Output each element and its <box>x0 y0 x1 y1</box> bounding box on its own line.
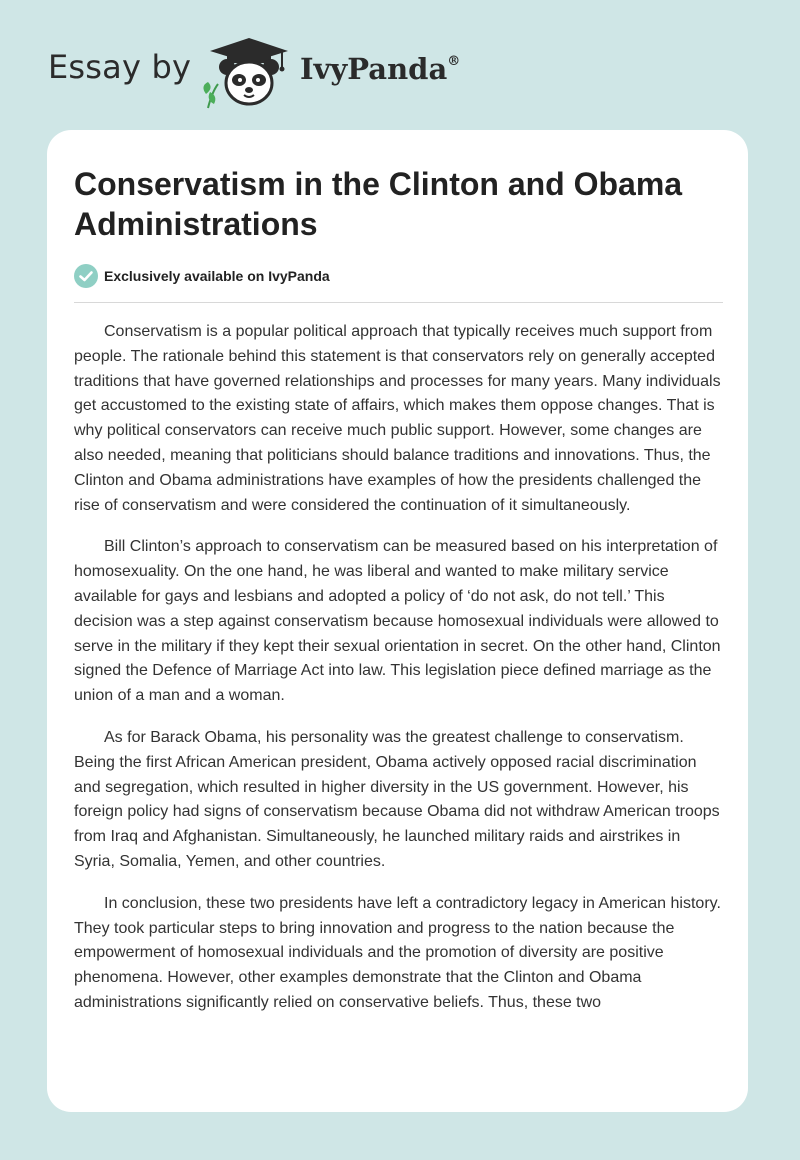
check-circle-icon <box>74 264 98 288</box>
paragraph-1: Conservatism is a popular political approach that typically receives much support from people. The rationale behind this statement is that conservators rely on generally accepted traditions that have governed relationships and processes for many years. Many individuals get accustomed to the existing state of affairs, which makes them oppose changes. That is why political conservators can receive much public support. However, some changes are also needed, meaning that politicians should balance traditions and innovations. Thus, the Clinton and Obama administrations have examples of how the presidents challenged the rise of conservatism and were considered the continuation of it simultaneously. <box>74 323 721 514</box>
page-title: Conservatism in the Clinton and Obama Administrations <box>74 166 683 242</box>
brand-label: IvyPanda <box>300 52 448 86</box>
exclusive-badge <box>74 264 330 288</box>
brand-name <box>300 52 460 86</box>
paragraph-3: As for Barack Obama, his personality was the greatest challenge to conservatism. Being the first African American president, Obama actively opposed racial discrimination and segregation, which resulted in higher diversity in the US government. However, his foreign policy had signs of conservatism because Obama did not withdraw American troops from Iraq and Afghanistan. Simultaneously, he launched military raids and airstrikes in Syria, Somalia, Yemen, and other countries. <box>74 728 720 870</box>
paragraph-4: In conclusion, these two presidents have left a contradictory legacy in American history. They took particular steps to bring innovation and progress to the nation because the empowerment of homosexual individuals and the promotion of diversity are positive phenomena. However, other examples demonstrate that the Clinton and Obama administrations significantly relied on conservative beliefs. Thus, these two <box>74 894 721 1011</box>
essay-body <box>74 320 724 1033</box>
exclusive-badge-label: Exclusively available on IvyPanda <box>104 268 330 284</box>
site-header <box>48 34 508 114</box>
divider <box>74 302 723 303</box>
essay-by-label: Essay by <box>48 48 192 86</box>
panda-graduate-icon <box>200 34 298 110</box>
essay-card <box>47 130 748 1112</box>
registered-mark: ® <box>447 54 461 69</box>
paragraph-2: Bill Clinton’s approach to conservatism can be measured based on his interpretation of homosexuality. On the one hand, he was liberal and wanted to make military service available for gays and lesbians and adopted a policy of ‘do not ask, do not tell.’ This decision was a step against conservatism because homosexual individuals were allowed to serve in the military if they kept their sexual orientation in secret. On the other hand, Clinton signed the Defence of Marriage Act into law. This legislation piece defined marriage as the union of a man and a woman. <box>74 538 721 705</box>
